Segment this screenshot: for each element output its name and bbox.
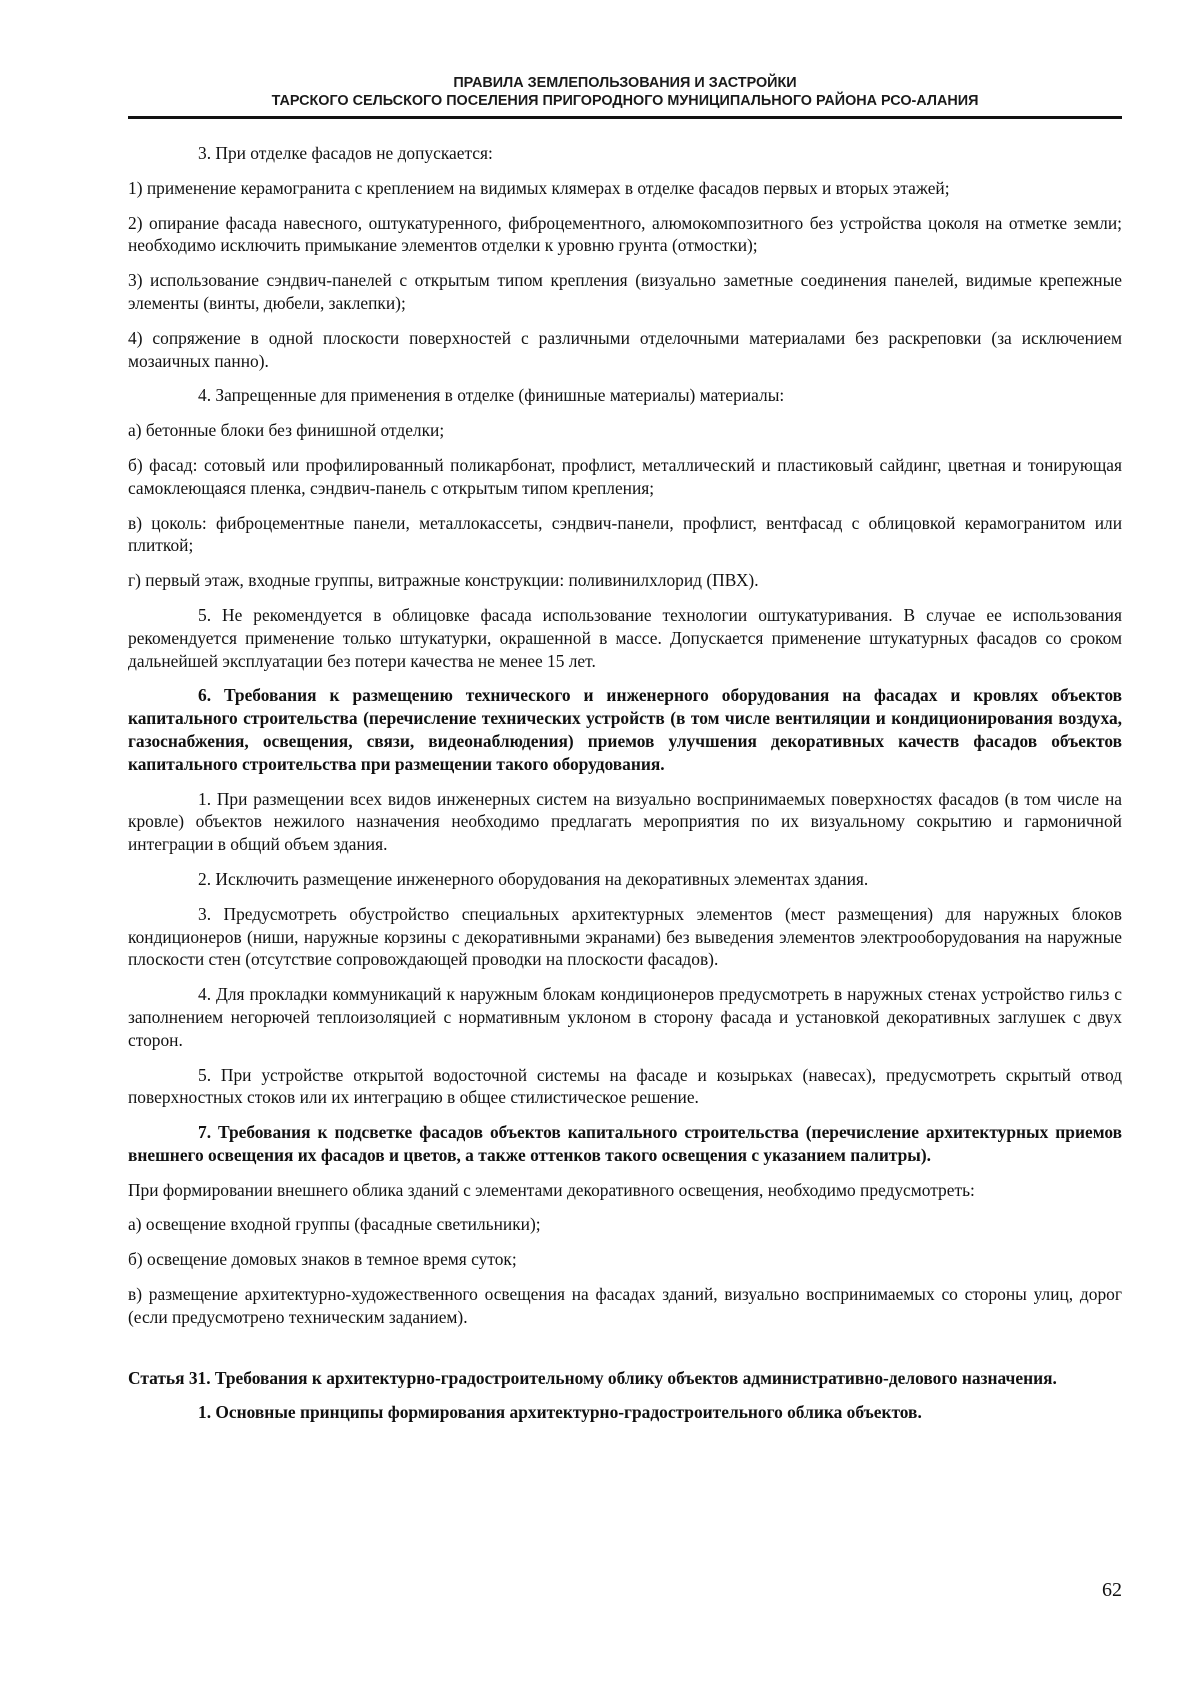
list-item: 4) сопряжение в одной плоскости поверхностей с различными отделочными материалами без раскреповки (за исключением мозаичных панно). <box>128 327 1122 371</box>
page-number: 62 <box>1102 1579 1122 1601</box>
list-item: 2) опирание фасада навесного, оштукатуренного, фиброцементного, алюмокомпозитного без устройства цоколя на отметке земли; необходимо исключить примыкание элементов отделки к уровню грунта (отмостки); <box>128 212 1122 256</box>
subsection-1-heading: 1. Основные принципы формирования архитектурно-градостроительного облика объектов. <box>198 1402 922 1423</box>
list-item: в) цоколь: фиброцементные панели, металлокассеты, сэндвич-панели, профлист, вентфасад с облицовкой керамогранитом или плиткой; <box>128 512 1122 556</box>
running-header <box>128 74 1122 110</box>
numbered-paragraph: 4. Для прокладки коммуникаций к наружным блокам кондиционеров предусмотреть в наружных стенах устройство гильз с заполнением негорючей теплоизоляцией с нормативным уклоном в сторону фасада и установкой декоративных заглушек с двух сторон. <box>128 984 1122 1050</box>
paragraph: При формировании внешнего облика зданий с элементами декоративного освещения, необходимо предусмотреть: <box>128 1179 975 1200</box>
numbered-paragraph: 2. Исключить размещение инженерного оборудования на декоративных элементах здания. <box>198 868 869 889</box>
list-item: в) размещение архитектурно-художественного освещения на фасадах зданий, визуально воспринимаемых со стороны улиц, дорог (если предусмотрено техническим заданием). <box>128 1284 1122 1327</box>
list-item: б) фасад: сотовый или профилированный поликарбонат, профлист, металлический и пластиковый сайдинг, цветная и тонирующая самоклеющаяся пленка, сэндвич-панель с открытым типом крепления; <box>128 454 1122 498</box>
list-item: г) первый этаж, входные группы, витражные конструкции: поливинилхлорид (ПВХ). <box>128 570 759 591</box>
article-31-heading: Статья 31. Требования к архитектурно-градостроительному облику объектов административно-делового назначения. <box>128 1367 1057 1388</box>
list-item: 1) применение керамогранита с креплением на видимых клямерах в отделке фасадов первых и вторых этажей; <box>128 177 950 198</box>
numbered-paragraph: 1. При размещении всех видов инженерных систем на визуально воспринимаемых поверхностях фасадов (в том числе на кровле) объектов нежилого назначения необходимо предлагать мероприятия по их визуальному сокрытию и гармоничной интеграции в общий объем здания. <box>128 788 1122 855</box>
header-line-2: ТАРСКОГО СЕЛЬСКОГО ПОСЕЛЕНИЯ ПРИГОРОДНОГО МУНИЦИПАЛЬНОГО РАЙОНА РСО-АЛАНИЯ <box>271 93 979 109</box>
header-line-1: ПРАВИЛА ЗЕМЛЕПОЛЬЗОВАНИЯ И ЗАСТРОЙКИ <box>453 75 797 91</box>
numbered-paragraph: 5. При устройстве открытой водосточной системы на фасаде и козырьках (навесах), предусмотреть скрытый отвод поверхностных стоков или их интеграцию в общее стилистическое решение. <box>128 1064 1122 1108</box>
numbered-paragraph: 3. Предусмотреть обустройство специальных архитектурных элементов (мест размещения) для наружных блоков кондиционеров (ниши, наружные корзины с декоративными экранами) без выведения элементов электрооборудования на наружные плоскости стен (отсутствие сопровождающей проводки на плоскости фасадов). <box>128 903 1122 970</box>
section-7-heading: 7. Требования к подсветке фасадов объектов капитального строительства (перечисление архитектурных приемов внешнего освещения их фасадов и цветов, а также оттенков такого освещения с указанием палитры). <box>128 1122 1122 1165</box>
list-item: 3) использование сэндвич-панелей с открытым типом крепления (визуально заметные соединения панелей, видимые крепежные элементы (винты, дюбели, заклепки); <box>128 270 1122 313</box>
item-4-heading: 4. Запрещенные для применения в отделке (финишные материалы) материалы: <box>198 385 785 406</box>
item-5-paragraph: 5. Не рекомендуется в облицовке фасада использование технологии оштукатуривания. В случае ее использования рекомендуется применение только штукатурки, окрашенной в массе. Допускается применение штукатурных фасадов со сроком дальнейшей эксплуатации без потери качества не менее 15 лет. <box>128 604 1122 671</box>
document-body <box>128 142 1122 1424</box>
header-divider <box>128 116 1122 119</box>
list-item: а) бетонные блоки без финишной отделки; <box>128 420 445 441</box>
list-item: б) освещение домовых знаков в темное время суток; <box>128 1249 517 1270</box>
section-6-heading: 6. Требования к размещению технического и инженерного оборудования на фасадах и кровлях объектов капитального строительства (перечисление технических устройств (в том числе вентиляции и кондиционирования воздуха, газоснабжения, освещения, связи, видеонаблюдения) приемов улучшения декоративных качеств фасадов объектов капитального строительства при размещении такого оборудования. <box>128 685 1122 774</box>
item-3-heading: 3. При отделке фасадов не допускается: <box>198 143 493 163</box>
list-item: а) освещение входной группы (фасадные светильники); <box>128 1214 541 1235</box>
